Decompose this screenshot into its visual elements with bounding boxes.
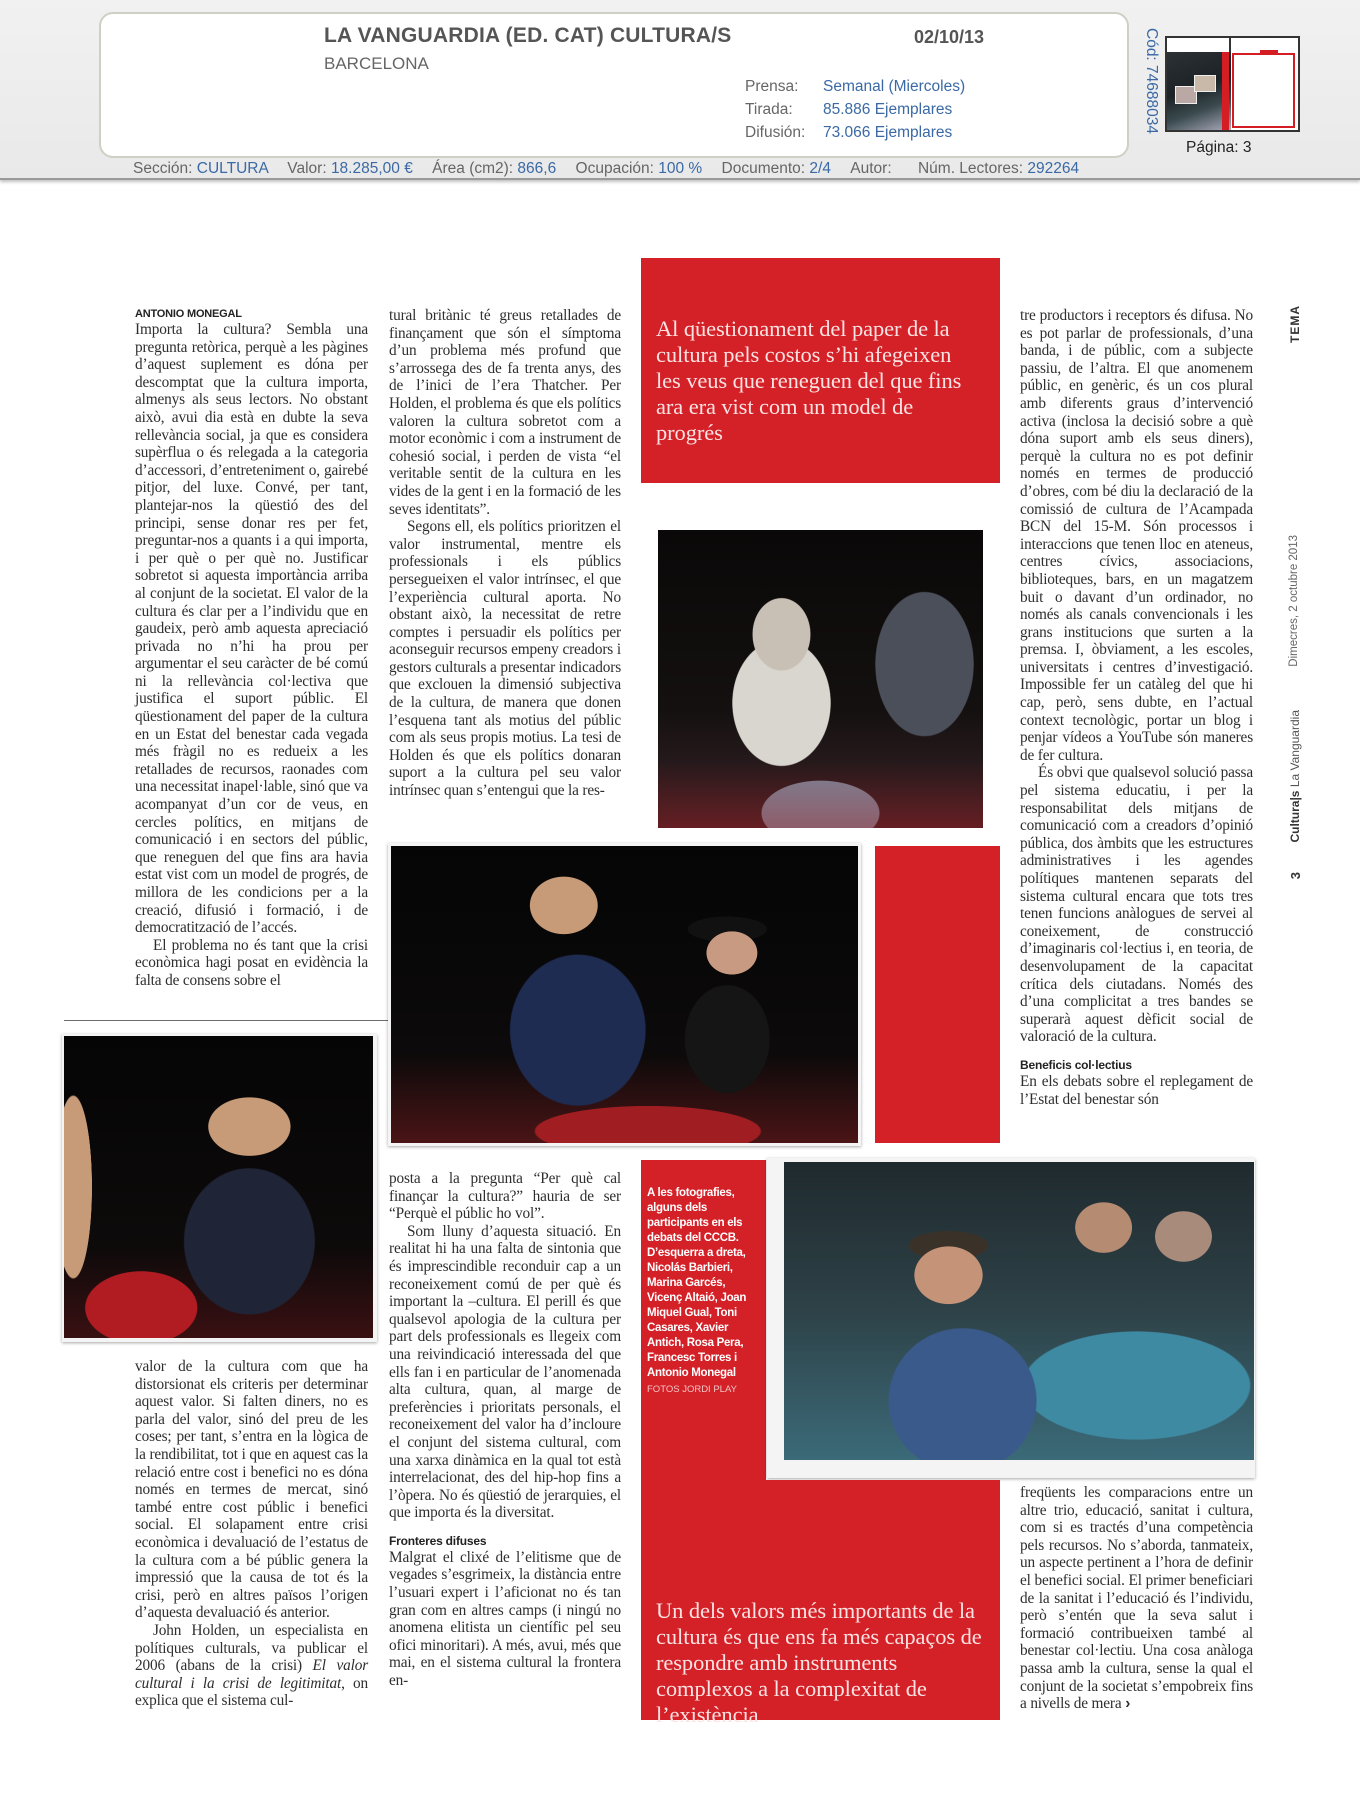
clipping-stats bbox=[133, 160, 1079, 178]
text: John Holden, un especialista en polítiques culturals, va publicar el 2006 (abans de la crisi) bbox=[135, 1621, 368, 1675]
thumbnail-right-page-selected bbox=[1231, 38, 1298, 130]
publication-date: 02/10/13 bbox=[914, 27, 985, 47]
issue-date: Dimecres, 2 octubre 2013 bbox=[1288, 535, 1300, 667]
meta-label: Tirada: bbox=[745, 101, 793, 118]
paragraph: Som lluny d’aquesta situació. En realitat hi ha una falta de sintonia que és imprescindible reconduir cap a un reconeixement comú de per què és important la –cultura. El perill és que qualsevol apologia de la cultura per part dels professionals es llegeix com una reivindicació interessada del que ells fan i en particular de l’anomenada alta cultura, quan, al marge de preferències i prioritats personals, el reconeixement del valor ha d’incloure el conjunt del sistema cultural, com una xarxa dinàmica en la qual tot està interrelacionat, des del hip-hop fins a l’òpera. No és qüestió de jerarquies, el que importa és la diversitat. bbox=[389, 1222, 621, 1522]
paragraph: posta a la pregunta “Per què cal finançar la cultura?” hauria de ser “Perquè el públic ho vol”. bbox=[389, 1170, 621, 1223]
meta-row-difusion bbox=[745, 121, 965, 144]
column-4-bottom bbox=[1020, 1484, 1253, 1713]
stat-value: 2/4 bbox=[809, 160, 831, 177]
paragraph: Segons ell, els polítics prioritzen el valor instrumental, mentre els professionals i els públics persegueixen el valor intrínsec, el que l’experiència cultural aporta. No obstant això, la necessitat de retre comptes i persuadir els polítics per aconseguir recursos empeny creadors i gestors culturals a presentar indicadors que exclouen la dimensió subjectiva de la cultura, de manera que donen l’esquena tant als motius del públic com als seus propis motius. La tesi de Holden és que els polítics donaran suport a la cultura pel seu valor intrínsec quan s’entengui que la res- bbox=[389, 518, 621, 800]
photo-man-glasses-mic bbox=[64, 1036, 373, 1338]
paragraph: És obvi que qualsevol solució passa pel sistema educatiu, i per la responsabilitat dels mitjans de comunicació com a creadors d’opinió pública, dos àmbits que les estructures administratives i les agendes polítiques mantenen separats del sistema cultural encara que tots tres tenen funcions anàlogues de servei al coneixement, de construcció d’imaginaris col·lectius i, en teoria, de desenvolupament de la capacitat crítica dels ciutadans. Només des d’una complicitat a tres bandes se superarà aquest dèficit social de valoració de la cultura. bbox=[1020, 764, 1253, 1046]
meta-value: Semanal (Miercoles) bbox=[823, 78, 966, 95]
thumbnail-photo bbox=[1194, 75, 1216, 92]
subhead-fronteres: Fronteres difuses bbox=[389, 1533, 487, 1548]
paragraph: Malgrat el clixé de l’elitisme que de vegades s’esgrimeix, la distància entre l’usuari expert i l’aficionat no és tan gran com en altres camps (i ningú no anomena elitista un científic pel seu ofici minoritari). A més, avui, més que mai, en el sistema cultural la frontera en- bbox=[389, 1548, 621, 1690]
press-meta bbox=[745, 75, 965, 144]
photo-elder-speaker bbox=[658, 530, 983, 828]
page-thumbnail[interactable] bbox=[1165, 36, 1300, 132]
pullquote-2: Un dels valors més importants de la cultura és que ens fa més capaços de respondre amb instruments complexos a la complexitat de l’existència bbox=[656, 1598, 982, 1727]
photo-caption bbox=[647, 1186, 759, 1397]
subhead-beneficis: Beneficis col·lectius bbox=[1020, 1057, 1132, 1072]
caption-text: A les fotografies, alguns dels participants en els debats del CCCB. D’esquerra a dreta, Nicolás Barbieri, Marina Garcés, Vicenç Altaió, Joan Miquel Gual, Toni Casares, Xavier Antich, Rosa Pera, Francesc Torres i Antonio Monegal bbox=[647, 1187, 747, 1379]
paragraph bbox=[1020, 1484, 1253, 1713]
section-label: TEMA bbox=[1288, 305, 1302, 343]
meta-label: Difusión: bbox=[745, 124, 806, 141]
stat-label: Sección: bbox=[133, 160, 193, 177]
page-label: Página: 3 bbox=[1186, 139, 1252, 156]
column-1-bottom bbox=[135, 1358, 368, 1710]
book-title: El valor cultural i la crisi de legitimitat bbox=[135, 1657, 369, 1692]
paragraph bbox=[135, 1622, 368, 1710]
text: freqüents les comparacions entre un altre trio, educació, sanitat i cultura, com si es tractés d’una competència pels recursos. No s’aborda, tanmateix, un aspecte pertinent a l’hora de definir el benefici social. El primer beneficiari de la sanitat i l’educació és l’individu, però s’entén que la seva salut i formació contribueixen també al benestar col·lectiu. Una cosa anàloga passa amb la cultura, sense la qual el conjunt de la societat s’empobreix fins a nivells de mera bbox=[1020, 1484, 1253, 1713]
stat-value: 100 % bbox=[658, 160, 703, 177]
paragraph: En els debats sobre el replegament de l’Estat del benestar són bbox=[1020, 1072, 1253, 1108]
stat-value: 292264 bbox=[1027, 160, 1080, 177]
document-code: Cód: 74688034 bbox=[1143, 28, 1160, 135]
photo-man-woman-stage bbox=[391, 846, 858, 1143]
column-2-bottom bbox=[389, 1170, 621, 1690]
column-1-top bbox=[135, 307, 368, 990]
meta-value: 73.066 Ejemplares bbox=[823, 124, 953, 141]
photo-audience-speaker bbox=[784, 1162, 1254, 1460]
thumbnail-selection-frame bbox=[1232, 53, 1295, 128]
pullquote-1: Al qüestionament del paper de la cultura pels costos s’hi afegeixen les veus que reneguen del que fins ara era vist com un model de progrés bbox=[656, 316, 962, 445]
column-divider bbox=[64, 1020, 389, 1021]
meta-row-tirada bbox=[745, 98, 965, 121]
paragraph: El problema no és tant que la crisi econòmica hagi posat en evidència la falta de consens sobre el bbox=[135, 936, 368, 989]
continue-arrow-icon: › bbox=[1125, 1695, 1131, 1713]
byline: ANTONIO MONEGAL bbox=[135, 308, 242, 320]
stat-value: CULTURA bbox=[196, 160, 268, 177]
stat-label: Valor: bbox=[287, 160, 327, 177]
paragraph: valor de la cultura com que ha distorsionat els criteris per determinar aquest valor. Si falten diners, no es parla del valor, sinó del preu de les coses; per tant, s’entra en la lògica de la rendibilitat, tot i que en aquest cas la relació entre cost i benefici no es dóna només en termes de mercat, sinó també entre cost públic i benefici social. El solapament entre crisi econòmica i devaluació de l’estatus de la cultura com a bé públic genera la impressió que la causa de tot és la crisi, però en altres països l’origen d’aquesta devaluació és anterior. bbox=[135, 1358, 368, 1622]
column-2-top bbox=[389, 307, 621, 800]
thumbnail-left-page bbox=[1167, 38, 1231, 130]
meta-row-prensa bbox=[745, 75, 965, 98]
photo-shade bbox=[658, 762, 983, 828]
paragraph: tre productors i receptors és difusa. No es pot parlar de professionals, d’una banda, i de públic, com a subjecte passiu, de l’altra. El que anomenem públic, en genèric, és un cos plural amb diferents graus d’intervenció activa (inclosa la decisió sobre a què dóna suport amb els seus diners), perquè la cultura no es pot definir només en termes de producció d’obres, com bé diu la declaració de la comissió de cultura de l’Acampada BCN del 15-M. Són processos i interaccions que tenen lloc en ateneus, centres cívics, associacions, biblioteques, bars, en un magatzem buit o davant d’un ordinador, no només als canals convencionals i les grans institucions que surten a la premsa. I, òbviament, a les escoles, universitats i centres d’investigació. Impossible fer un catàleg del que hi cap, però, sens dubte, en l’actual context tecnològic, portar un blog i penjar vídeos a YouTube són maneres de fer cultura. bbox=[1020, 307, 1253, 764]
stat-label: Ocupación: bbox=[575, 160, 654, 177]
text: , on explica que el sistema cul- bbox=[135, 1674, 368, 1710]
red-accent-block bbox=[875, 846, 1000, 1143]
brand-bold: Cultura|s bbox=[1288, 790, 1302, 843]
stat-label: Autor: bbox=[850, 160, 892, 177]
stat-label: Documento: bbox=[721, 160, 806, 177]
stat-label: Área (cm2): bbox=[432, 160, 514, 177]
publication-title: LA VANGUARDIA (ED. CAT) CULTURA/S bbox=[324, 24, 732, 47]
paragraph: tural britànic té greus retallades de finançament que són el símptoma d’un problema més profund que s’arrossega des de fa trenta anys, des de l’inici de l’era Thatcher. Per Holden, el problema és que els polítics valoren la cultura sobretot com a motor econòmic i com a instrument de cohesió social, i perden de vista “el veritable sentit de la cultura en les vides de la gent i en la formació de les seves identitats”. bbox=[389, 307, 621, 518]
paragraph: Importa la cultura? Sembla una pregunta retòrica, perquè a les pàgines d’aquest suplement es dóna per descomptat que la cultura importa, almenys als seus lectors. No obstant això, avui dia està en dubte la seva rellevància social, ja que es considera supèrflua o és relegada a la categoria d’accessori, d’entreteniment o, gairebé pitjor, del luxe. Convé, per tant, plantejar-nos la qüestió des del principi, sense donar res per fet, preguntar-nos a quants i a qui importa, i per què o per què no. Justificar sobretot si aquesta importància arriba al conjunt de la societat. El valor de la cultura és clar per a l’individu que en gaudeix, però amb aquesta apreciació privada no n’hi ha prou per argumentar el seu caràcter de bé comú ni la rellevància col·lectiva que justifica el suport públic. El qüestionament del paper de la cultura en un Estat del benestar cada vegada més fràgil no es redueix a les retallades de recursos, raonades com una necessitat inapel·lable, sinó que va acompanyat d’un cor de veus, en cercles polítics, en mitjans de comunicació i en sectors del públic, que reneguen del que fins ara havia estat vist com un model de progrés, de millora de les condicions per a la creació, difusió i formació, i de democratització de l’accés. bbox=[135, 321, 368, 937]
meta-label: Prensa: bbox=[745, 78, 799, 95]
page-number: 3 bbox=[1288, 872, 1303, 880]
stat-label: Núm. Lectores: bbox=[917, 160, 1024, 177]
column-4-top bbox=[1020, 307, 1253, 1108]
brand-name: La Vanguardia bbox=[1288, 710, 1302, 791]
photo-credit: FOTOS JORDI PLAY bbox=[647, 1384, 737, 1395]
meta-value: 85.886 Ejemplares bbox=[823, 101, 953, 118]
publication-city: BARCELONA bbox=[324, 54, 429, 73]
supplement-brand bbox=[1288, 710, 1302, 843]
stat-value: 18.285,00 € bbox=[330, 160, 413, 177]
stat-value: 866,6 bbox=[517, 160, 557, 177]
thumbnail-red-strip bbox=[1222, 52, 1229, 130]
